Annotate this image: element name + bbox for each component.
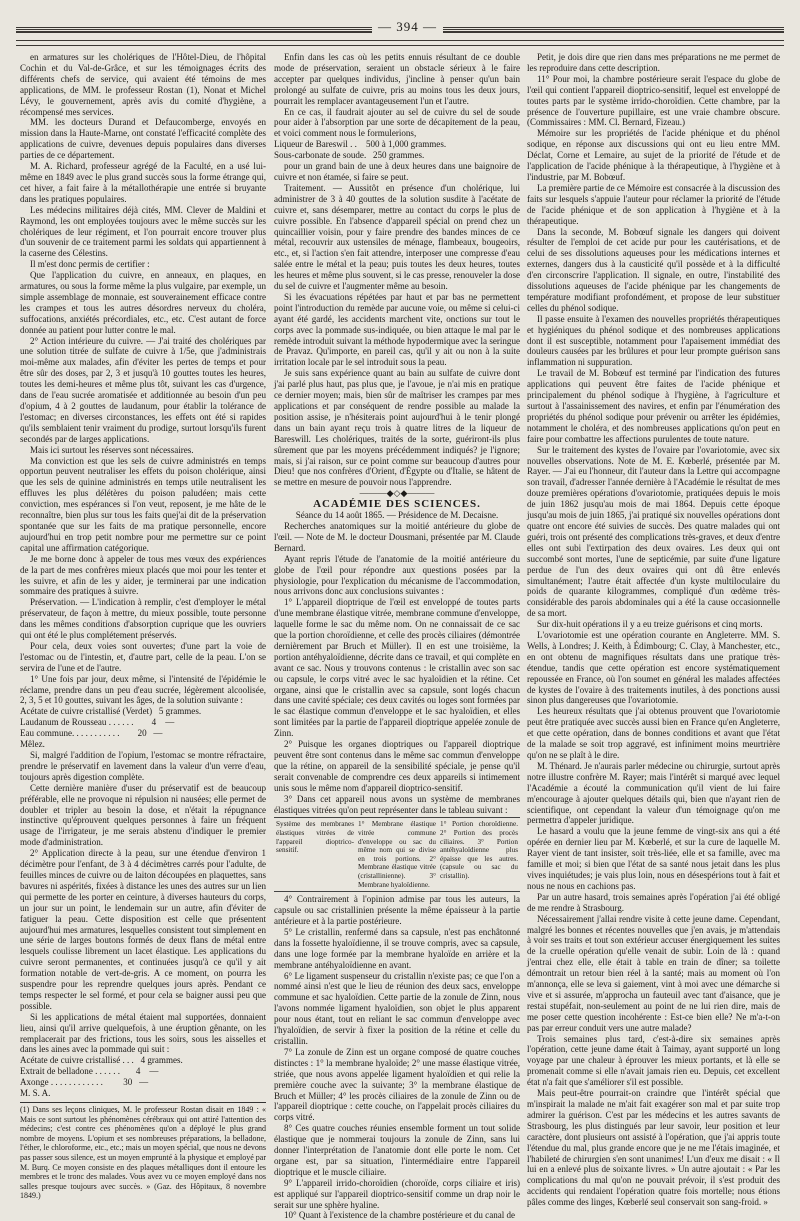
paragraph: Trois semaines plus tard, c'est-à-dire six semaines après l'opération, cette jeune dame était à Taimay, ayant supporté un long voyage par une chaleur à éprouver les mieux portants, et là elle se promenait comme si elle n'avait jamais rien eu. Depuis, cet excellent état n'a fait que s'améliorer s'il est possible. bbox=[527, 1033, 780, 1088]
paragraph: Pour cela, deux voies sont ouvertes; d'une part la voie de l'estomac ou de l'intestin, et, d'autre part, celle de la peau. L'on se servira de l'une et de l'autre. bbox=[20, 640, 266, 673]
paragraph: Préservation. — L'indication à remplir, c'est d'employer le métal préservateur, de façon à mettre, du mieux possible, toute personne dans les mêmes conditions d'absorption cuprique que les ouvriers qui ont été le plus complétement préservés. bbox=[20, 597, 266, 641]
formula-line: Laudanum de Rousseau . . . . . . 4 — bbox=[20, 717, 175, 728]
paragraph: Cette dernière manière d'user du préservatif est de beaucoup préférable, elle ne provoque ni répulsion ni nausées; elle permet de doubler et tripler au besoin la dose, et n'était la répugnance instinctive qu'éprouvent quelques personnes à faire un fréquent usage de l'irrigateur, je me serais abstenu d'indiquer le premier mode d'administration. bbox=[20, 782, 266, 848]
paragraph: 1° L'appareil dioptrique de l'œil est enveloppé de toutes parts d'une membrane élastique vitrée, membrane commune d'enveloppe, laquelle forme le sac du même nom. On ne connaissait de ce sac que la portion choroïdienne, et celle des procès ciliaires (démontrée dernièrement par Bruch et Müller). Il en est une troisième, la portion antéhyaloïdienne, décrite dans ce travail, et qui complète en avant ce sac. Nous y trouvons contenus : le cristallin avec son sac ou capsule, le corps vitré avec le sac hyaloïdien et la rétine. Cet organe, ainsi que le cristallin avec sa capsule, sont logés chacun dans une cavité spéciale; ces deux cavités ou loges sont formées par le sac élastique commun d'enveloppe et le sac hyaloïdien, et elles sont limitées par la partie de l'appareil dioptrique appelée zonule de Zinn. bbox=[274, 597, 520, 739]
paragraph: 3° Dans cet appareil nous avons un système de membranes élastiques vitrées qu'on peut représenter dans le tableau suivant : bbox=[274, 793, 520, 815]
table-cell: 1° Membrane élastique vitrée commune d'enveloppe ou sac du même nom qui se divise en trois portions. 2° Membrane élastique vitrée (cristallinienne). 3° Membrane hyaloïdienne. bbox=[358, 820, 436, 889]
paragraph: Petit, je dois dire que rien dans mes préparations ne me permet de les reproduire dans cette description. bbox=[527, 52, 780, 73]
session-line: Séance du 14 août 1865. — Présidence de M. Decaisne. bbox=[295, 510, 499, 521]
paragraph: pour un grand bain de une à deux heures dans une baignoire de cuivre et non étamée, si faire se peut. bbox=[274, 161, 520, 182]
table-cell: Système des membranes élastiques vitrées de l'appareil dioptrico-sensitif. bbox=[276, 820, 354, 855]
membrane-table bbox=[274, 817, 520, 892]
paragraph: Nécessairement j'allai rendre visite à cette jeune dame. Cependant, malgré les bonnes et récentes nouvelles que j'en avais, je m'attendais à voir ses traits et tout son extérieur accuser énergiquement les suites de la cruelle opération qu'elle venait de subir. Loin de là : quand j'entrai chez elle, elle était à table en train de dîner; sa toilette démontrait un retour bien réel à la santé; mais au moment où l'on m'annonça, elle se leva si gaiement, vint à moi avec une démarche si vive et si assurée, m'approcha un fauteuil avec tant d'aisance, que je restai stupéfait, non-seulement au point de ne lui rien dire, mais de me poser cette question incohérente : Est-ce bien elle? Ne m'a-t-on pas par erreur conduit vers une autre malade? bbox=[527, 913, 780, 1033]
paragraph: Sur le traitement des kystes de l'ovaire par l'ovariotomie, avec six nouvelles observations. Note de M. E. Kœberlé, présentée par M. Rayer. — J'ai eu l'honneur, dit l'auteur dans la Lettre qui accompagne son travail, d'adresser l'année dernière à l'Académie le résultat de mes douze premières opérations d'ovariotomie, pratiquées depuis le mois de juin 1862 jusqu'au mois de mai 1864. Depuis cette époque jusqu'au mois de juin 1865, j'ai pratiqué six nouvelles opérations dont quatre ont encore été suivies de succès. Des quatre malades qui ont guéri, trois ont présenté des complications très-graves, et deux d'entre elles ont subi l'extirpation des deux ovaires. Les deux qui ont succombé sont mortes, l'une de septicémie, par suite d'une ligature perdue de l'un des deux ovaires qui ont dû être enlevés simultanément; l'autre était affectée d'un kyste multiloculaire du poids de quarante kilogrammes, compliqué d'un œdème très-considérable des parois abdominales qui a été la cause occasionnelle de sa mort. bbox=[527, 444, 780, 619]
paragraph: Je suis sans expérience quant au bain au sulfate de cuivre dont j'ai parlé plus haut, pas plus que, je l'avoue, je n'ai mis en pratique ce dernier moyen; mais, bien sûr de maîtriser les crampes par mes applications et par conséquent de rendre possible au malade la position assise, je n'hésiterais point aujourd'hui à le tenir plongé dans un bain ayant reçu trois à quatre litres de la liqueur de Bareswill. Les cholériques, traités de la sorte, guériront-ils plus sûrement que par les moyens précédemment indiqués? je l'ignore; mais, si j'ai raison, sur ce point comme sur beaucoup d'autres pour Dieu! que nos confrères d'Orient, d'Égypte ou d'Italie, se hâtent de se mettre en mesure de pouvoir nous l'apprendre. bbox=[274, 368, 520, 488]
paragraph: en armatures sur les cholériques de l'Hôtel-Dieu, de l'hôpital Cochin et du Val-de-Grâce, et sur les témoignages écrits des différents chefs de service, qui avaient été témoins de mes applications, de MM. le professeur Rostan (1), Nonat et Michel Lévy, le gouvernement, après avis du comité d'hygiène, a récompensé mes services. bbox=[20, 52, 266, 117]
formula-line: Axonge . . . . . . . . . . . . 30 — bbox=[20, 1077, 149, 1088]
formula-line: Liqueur de Bareswil . . 500 à 1,000 grammes. bbox=[274, 139, 447, 150]
paragraph: Si, malgré l'addition de l'opium, l'estomac se montre réfractaire, prendre le préservatif en lavement dans la valeur d'un verre d'eau, toujours après digestion complète. bbox=[20, 750, 266, 782]
paragraph: 2° Application directe à la peau, sur une étendue d'environ 1 décimètre pour l'enfant, de 3 à 4 décimètres carrés pour l'adulte, de feuilles minces de cuivre ou de laiton découpées en plaquettes, sans bavures ni aspérités, fixées à distance les unes des autres sur un lien qui permette de les porter en ceinture, à diverses hauteurs du corps, un jour sur un point, le lendemain sur un autre, afin d'éviter de fatiguer la peau. Cette disposition est celle que présentent aujourd'hui mes armatures, lesquelles consistent tout simplement en une série de larges boutons formés de deux flans de métal entre lesquels coulisse librement un lacet élastique. Les applications du cuivre seront permanentes, et continuées jusqu'à ce qu'il y ait formation notable de vert-de-gris. A ce moment, on pourra les suspendre pour les reprendre quelques jours après. Pendant ce temps respecter le sel formé, et pour cela se baigner aussi peu que possible. bbox=[20, 848, 266, 1011]
paragraph: Si les évacuations répétées par haut et par bas ne permettent point l'introduction du remède par aucune voie, ou même si celui-ci ayant été gardé, les accidents marchent vite, onctions sur tout le corps avec la pommade sus-indiquée, ou bien attaque le mal par le remède introduit suivant la méthode hypodermique avec la seringue de Pravaz. Qu'importe, en pareil cas, qu'il y ait ou non à la suite irritation locale par le sel introduit sous la peau. bbox=[274, 291, 520, 368]
paragraph: Ma conviction est que les sels de cuivre administrés en temps opportun peuvent neutraliser les effets du poison cholérique, ainsi que les sels de quinine administrés en temps utile neutralisent les effluves les plus délétères du poison paludéen; mais cette conviction, mes espérances si l'on veut, reposent, je me hâte de le reconnaître, bien plus sur tous les faits quej'ai dit de la préservation spontanée que sur les faits de ma pratique personnelle, encore aujourd'hui en trop petit nombre pour me permettre sur ce point capital une affirmation catégorique. bbox=[20, 455, 266, 553]
paragraph: Il passe ensuite à l'examen des nouvelles propriétés thérapeutiques et hygiéniques du phénol sodique et des nombreuses applications dont il est susceptible, notamment pour l'apaisement immédiat des douleurs causées par les brûlures et pour leur prompte guérison sans inflammation ni suppuration. bbox=[527, 313, 780, 368]
paragraph: 9° L'appareil irrido-choroïdien (choroïde, corps ciliaire et iris) est appliqué sur l'appareil dioptrico-sensitif comme un drap noir le serait sur une sphère hyaline. bbox=[274, 1177, 520, 1210]
paragraph: 1° Une fois par jour, deux même, si l'intensité de l'épidémie le réclame, prendre dans un peu d'eau sucrée, légèrement alcoolisée, 2, 3, 5 et 10 gouttes, suivant les âges, de la solution suivante : bbox=[20, 673, 266, 706]
formula-line: Acétate de cuivre cristallisé (Verdet) 5 grammes. bbox=[20, 706, 202, 717]
paragraph: 2° Puisque les organes dioptriques ou l'appareil dioptrique peuvent être sont contenus dans le même sac commun d'enveloppe que la rétine, on appareil de la sensibilité spéciale, je pense qu'il serait convenable de comprendre ces deux appareils si intimement unis sous le même nom d'appareil dioptrico-sensitif. bbox=[274, 739, 520, 793]
paragraph: M. Thénard. Je n'aurais parler médecine ou chirurgie, surtout après notre illustre confrère M. Rayer; mais l'intérêt si marqué avec lequel l'Académie a écouté la communication qu'il vient de lui faire m'encourage à ajouter quelques détails qui, bien que n'ayant rien de scientifique, ont cependant la valeur d'un témoignage qu'on me permettra d'appeler juridique. bbox=[527, 760, 780, 826]
page-number: — 394 — bbox=[372, 19, 443, 35]
formula-line: Extrait de belladone . . . . . . 4 — bbox=[20, 1066, 159, 1077]
paragraph: Sur dix-huit opérations il y a eu treize guérisons et cinq morts. bbox=[537, 619, 763, 630]
paragraph: Je me borne donc à appeler de tous mes vœux des expériences de la part de mes confrères mieux placés que moi pour les tenter et les suivre, et afin de les y aider, je terminerai par une indication sommaire des pratiques à suivre. bbox=[20, 553, 266, 597]
paragraph: Mais ici surtout les réserves sont nécessaires. bbox=[30, 444, 194, 455]
paragraph: Traitement. — Aussitôt en présence d'un cholérique, lui administrer de 3 à 40 gouttes de la solution susdite à l'acétate de cuivre et, sans désemparer, mettre au contact du corps le plus de cuivre possible. En l'absence d'appareil spécial on prend chez un quincaillier voisin, pour y faire prendre des bandes minces de ce métal, recouvrir aux ustensiles de ménage, flambeaux, bougeoirs, etc., et, si l'action s'en fait attendre, interposer une compresse d'eau salée entre le métal et la peau; puis toutes les deux heures, toutes les heures et même plus souvent, si le cas presse, renouveler la dose du sel de cuivre et l'augmenter même au besoin. bbox=[274, 182, 520, 292]
paragraph: 2° Action intérieure du cuivre. — J'ai traité des cholériques par une solution titrée de sulfate de cuivre à 1/5e, que j'administrais moi-même aux malades, afin d'éviter les pertes de temps et pour être sûr des doses, par 2, 3 et jusqu'à 10 gouttes toutes les heures, toutes les demi-heures et même plus tôt, suivant les cas d'urgence, dans de l'eau sucrée aromatisée et additionnée au besoin d'un peu d'opium, 4 à 2 gouttes de laudanum, pour établir la tolérance de l'estomac; en diverses circonstances, les effets ont été si rapides qu'ils semblaient tenir vraiment du prodige, surtout lorsqu'ils furent secondés par de larges applications. bbox=[20, 335, 266, 444]
paragraph: Dans la seconde, M. Bobœuf signale les dangers qui doivent résulter de l'emploi de cet acide pur pour les cautérisations, et de celui de ses dissolutions aqueuses pour les médications internes et externes, dangers dus à la causticité qu'il possède et à la difficulté d'en circonscrire l'application. Il signale, en outre, l'instabilité des dissolutions aqueuses de l'acide phénique par les changements de température modifiant profondément, et propose de leur substituer celles du phénol sodique. bbox=[527, 226, 780, 313]
left-column bbox=[20, 52, 266, 1201]
paragraph: 7° La zonule de Zinn est un organe composé de quatre couches distinctes : 1° la membrane hyaloïde; 2° une masse élastique vitrée, striée, que nous avons appelée ligament hyaloïdien et qui relie la première couche avec la suivante; 3° la membrane élastique de Bruch et Müller; 4° les procès ciliaires de la zonule de Zinn ou de l'appareil dioptrique : cette couche, on l'appelait procès ciliaires du corps vitré. bbox=[274, 1046, 520, 1123]
paragraph: 8° Ces quatre couches réunies ensemble forment un tout solide élastique que je nommerai toujours la zonule de Zinn, sans lui donner l'interprétation de l'anatomie dont elle porte le nom. Cet organe est, par sa situation, l'intermédiaire entre l'appareil dioptrique et le muscle ciliaire. bbox=[274, 1123, 520, 1177]
paragraph: Enfin dans les cas où les petits ennuis résultant de ce double mode de préservation, seraient un obstacle sérieux à le faire accepter par quelques individus, j'incline à penser qu'un bain prolongé au sulfate de cuivre, pris au moins tous les deux jours, pourrait les remplacer avantageusement l'un et l'autre. bbox=[274, 52, 520, 106]
paragraph: 10° Quant à l'existence de la chambre postérieure et du canal de bbox=[284, 1210, 516, 1221]
paragraph: L'ovariotomie est une opération courante en Angleterre. MM. S. Wells, à Londres; J. Keith, à Édimbourg; C. Clay, à Manchester, etc., en ont obtenu de magnifiques résultats dans une pratique très-étendue, tandis que cette opération est encore systématiquement repoussée en France, où l'on soumet en général les malades affectées de kystes de l'ovaire à des traitements inutiles, à des ponctions aussi sinon plus dangereuses que l'ovariotomie. bbox=[527, 630, 780, 706]
formula-line: Acétate de cuivre cristallisé . . . 4 grammes. bbox=[20, 1055, 183, 1066]
paragraph: MM. les docteurs Durand et Defaucomberge, envoyés en mission dans la Haute-Marne, ont constaté l'efficacité complète des applications de cuivre, devenues depuis populaires dans diverses parties de ce département. bbox=[20, 117, 266, 161]
paragraph: En ce cas, il faudrait ajouter au sel de cuivre du sel de soude pour aider à l'absorption par une sorte de décapitement de la peau, et voici comment nous le formulerions, bbox=[274, 106, 520, 139]
section-title: ACADÉMIE DES SCIENCES. bbox=[313, 498, 481, 511]
paragraph: Il m'est donc permis de certifier : bbox=[30, 259, 150, 270]
formula-line: Sous-carbonate de soude. 250 grammes. bbox=[274, 150, 425, 161]
paragraph: Ayant repris l'étude de l'anatomie de la moitié antérieure du globe de l'œil pour répondre aux questions posées par la physiologie, pour l'explication du mécanisme de l'accommodation, nous arrivons donc aux conclusions suivantes : bbox=[274, 553, 520, 597]
right-column bbox=[527, 52, 780, 1208]
paragraph: Les heureux résultats que j'ai obtenus prouvent que l'ovariotomie peut être pratiquée avec succès aussi bien en France qu'en Angleterre, et que cette opération, dans de bonnes conditions et avant que l'état de la malade se soit trop aggravé, est infiniment moins meurtrière qu'on ne se plaît à le dire. bbox=[527, 706, 780, 760]
paragraph: Mais peut-être pourrait-on craindre que l'intérêt spécial que m'inspirait la malade ne m'ait fait exagérer son mal et par suite trop admirer la guérison. C'est par les médecins et les autres savants de Strasbourg, les plus distingués par leur savoir, leur position et leur caractère, dont plusieurs ont assisté à l'opération, que j'ai appris toute l'étendue du mal, plus grande encore que je ne me l'étais imaginée, et l'habileté de chirurgien s'en sont unanimes! L'un d'eux me disait : « Il lui en a enlevé plus de soixante livres. » Un autre ajoutait : « Par les complications du mal qu'on ne pouvait prévoir, il s'est produit des accidents qui rendaient l'opération quatre fois mortelle; nous étions pâles comme des linges, Kœberlé seul conservait son sang-froid. » bbox=[527, 1088, 780, 1208]
paragraph: Que l'application du cuivre, en anneaux, en plaques, en armatures, ou sous la forme même la plus vulgaire, par exemple, un simple assemblage de monnaie, est souverainement efficace contre les crampes et tous les autres désordres nerveux du choléra, suffocations, anxiétés précordiales, etc., etc. C'est autant de force donnée au patient pour lutter contre le mal. bbox=[20, 270, 266, 335]
footnote: (1) Dans ses leçons cliniques, M. le professeur Rostan disait en 1849 : « Mais ce sont surtout les phénomènes cérébraux qui ont attiré l'attention des médecins; c'est contre ces phénomènes qu'on a déployé le plus grand nombre de moyens. L'opium et ses nombreuses préparations, la belladone, l'éther, le chloroforme, etc., etc.; mais un moyen spécial, que nous ne devons pas passer sous silence, est un moyen emprunté à la physique et employé par M. Burq. Ce moyen consiste en des plaques métalliques dont il entoure les membres et le tronc des malades. Vous avez vu ce moyen employé dans nos salles presque toujours avec succès. » (Gaz. des Hôpitaux, 8 novembre 1849.) bbox=[20, 1105, 266, 1201]
paragraph: Par un autre hasard, trois semaines après l'opération j'ai été obligé de me rendre à Strasbourg. bbox=[527, 891, 780, 913]
header-rule bbox=[16, 45, 784, 46]
footnotes bbox=[20, 1102, 266, 1201]
formula-line: Mêlez. bbox=[20, 739, 45, 750]
paragraph: Les médecins militaires déjà cités, MM. Clever de Maldini et Raymond, les ont employées toujours avec le même succès sur les cholériques de leur régiment, et l'on pourrait encore trouver plus d'un souvenir de ce traitement parmi les soldats qui appartiennent à la caserne des Célestins. bbox=[20, 204, 266, 259]
paragraph: 6° Le ligament suspenseur du cristallin n'existe pas; ce que l'on a nommé ainsi n'est que le lieu de réunion des deux sacs, enveloppe commune et sac hyaloïdien. Cette partie de la zonule de Zinn, nous l'avons nommée ligament hyaloïdien, son objet le plus apparent pour nous étant, tout en reliant le sac commun d'enveloppe avec l'hyaloïdien, de servir à fixer la position de la rétine et celle du cristallin. bbox=[274, 970, 520, 1046]
paragraph: Si les applications de métal étaient mal supportées, donnaient lieu, ainsi qu'il arrive quelquefois, à une éruption gênante, on les remplacerait par des frictions, tous les soirs, sous les aisselles et dans les aines avec la pommade qui suit : bbox=[20, 1011, 266, 1055]
paragraph: Le travail de M. Bobœuf est terminé par l'indication des futures applications qui peuvent être faites de l'acide phénique et principalement du phénol sodique à l'hygiène, à l'agriculture et surtout à l'assainissement des navires, et enfin par l'énumération des propriétés du phénol sodique pour prévenir ou arrêter les épidémies, notamment le choléra, et des nombreuses applications qu'on peut en faire pour combattre les affections purulentes de toute nature. bbox=[527, 368, 780, 444]
paragraph: Recherches anatomiques sur la moitié antérieure du globe de l'œil. — Note de M. le docteur Dousmani, présentée par M. Claude Bernard. bbox=[274, 520, 520, 553]
header-rule bbox=[16, 40, 784, 41]
formula-line: Eau commune. . . . . . . . . . . 20 — bbox=[20, 728, 163, 739]
middle-column bbox=[274, 52, 520, 1221]
formula-line: M. S. A. bbox=[20, 1088, 51, 1099]
section-divider-ornament: ———◆◇◆——— bbox=[359, 488, 435, 499]
paragraph: 4° Contrairement à l'opinion admise par tous les auteurs, la capsule ou sac cristallinien présente la même épaisseur à la partie antérieure et à la partie postérieure. bbox=[274, 894, 520, 926]
paragraph: 11° Pour moi, la chambre postérieure serait l'espace du globe de l'œil qui contient l'appareil dioptrico-sensitif, lequel est enveloppé de toutes parts par le système irrido-choroïdien. Cette chambre, par la présence de l'ouverture pupillaire, est une vraie chambre obscure. (Commissaires : MM. Cl. Bernard, Fizeau.) bbox=[527, 73, 780, 128]
paragraph: Le hasard a voulu que la jeune femme de vingt-six ans qui a été opérée en dernier lieu par M. Kœberlé, et sur la cure de laquelle M. Rayer vient de tant insister, soit très-liée, elle et sa famille, avec ma famille et moi; si bien que l'état de sa santé nous jetait dans les plus vives inquiétudes; je vais plus loin, nous en désespérions tout à fait et nous ne nous en cachions pas. bbox=[527, 826, 780, 891]
paragraph: La première partie de ce Mémoire est consacrée à la discussion des faits sur lesquels s'appuie l'auteur pour réclamer la priorité de l'étude de l'acide phénique et de son application à l'hygiène et à la thérapeutique. bbox=[527, 182, 780, 226]
table-cell: 1° Portion choroïdienne. 2° Portion des procès ciliaires. 3° Portion antéhyaloïdienne plus épaisse que les autres. (capsule ou sac du cristallin). bbox=[440, 820, 518, 880]
paragraph: 5° Le cristallin, renfermé dans sa capsule, n'est pas enchâtonné dans la fossette hyaloïdienne, il se trouve compris, avec sa capsule, dans une loge formée par la membrane hyaloïde en arrière et la membrane antéhyaloïdienne en avant. bbox=[274, 926, 520, 970]
paragraph: Mémoire sur les propriétés de l'acide phénique et du phénol sodique, en réponse aux discussions qui ont eu lieu entre MM. Déclat, Corne et Lemaire, au sujet de la priorité de l'étude et de l'application de l'acide phénique à la thérapeutique, à l'hygiène et à l'industrie, par M. Bobœuf. bbox=[527, 128, 780, 182]
paragraph: M. A. Richard, professeur agrégé de la Faculté, en a usé lui-même en 1849 avec le plus grand succès sous la forme étrange qui, cet hiver, a fait faire à la métallothérapie une entrée si bruyante dans les pratiques populaires. bbox=[20, 161, 266, 204]
